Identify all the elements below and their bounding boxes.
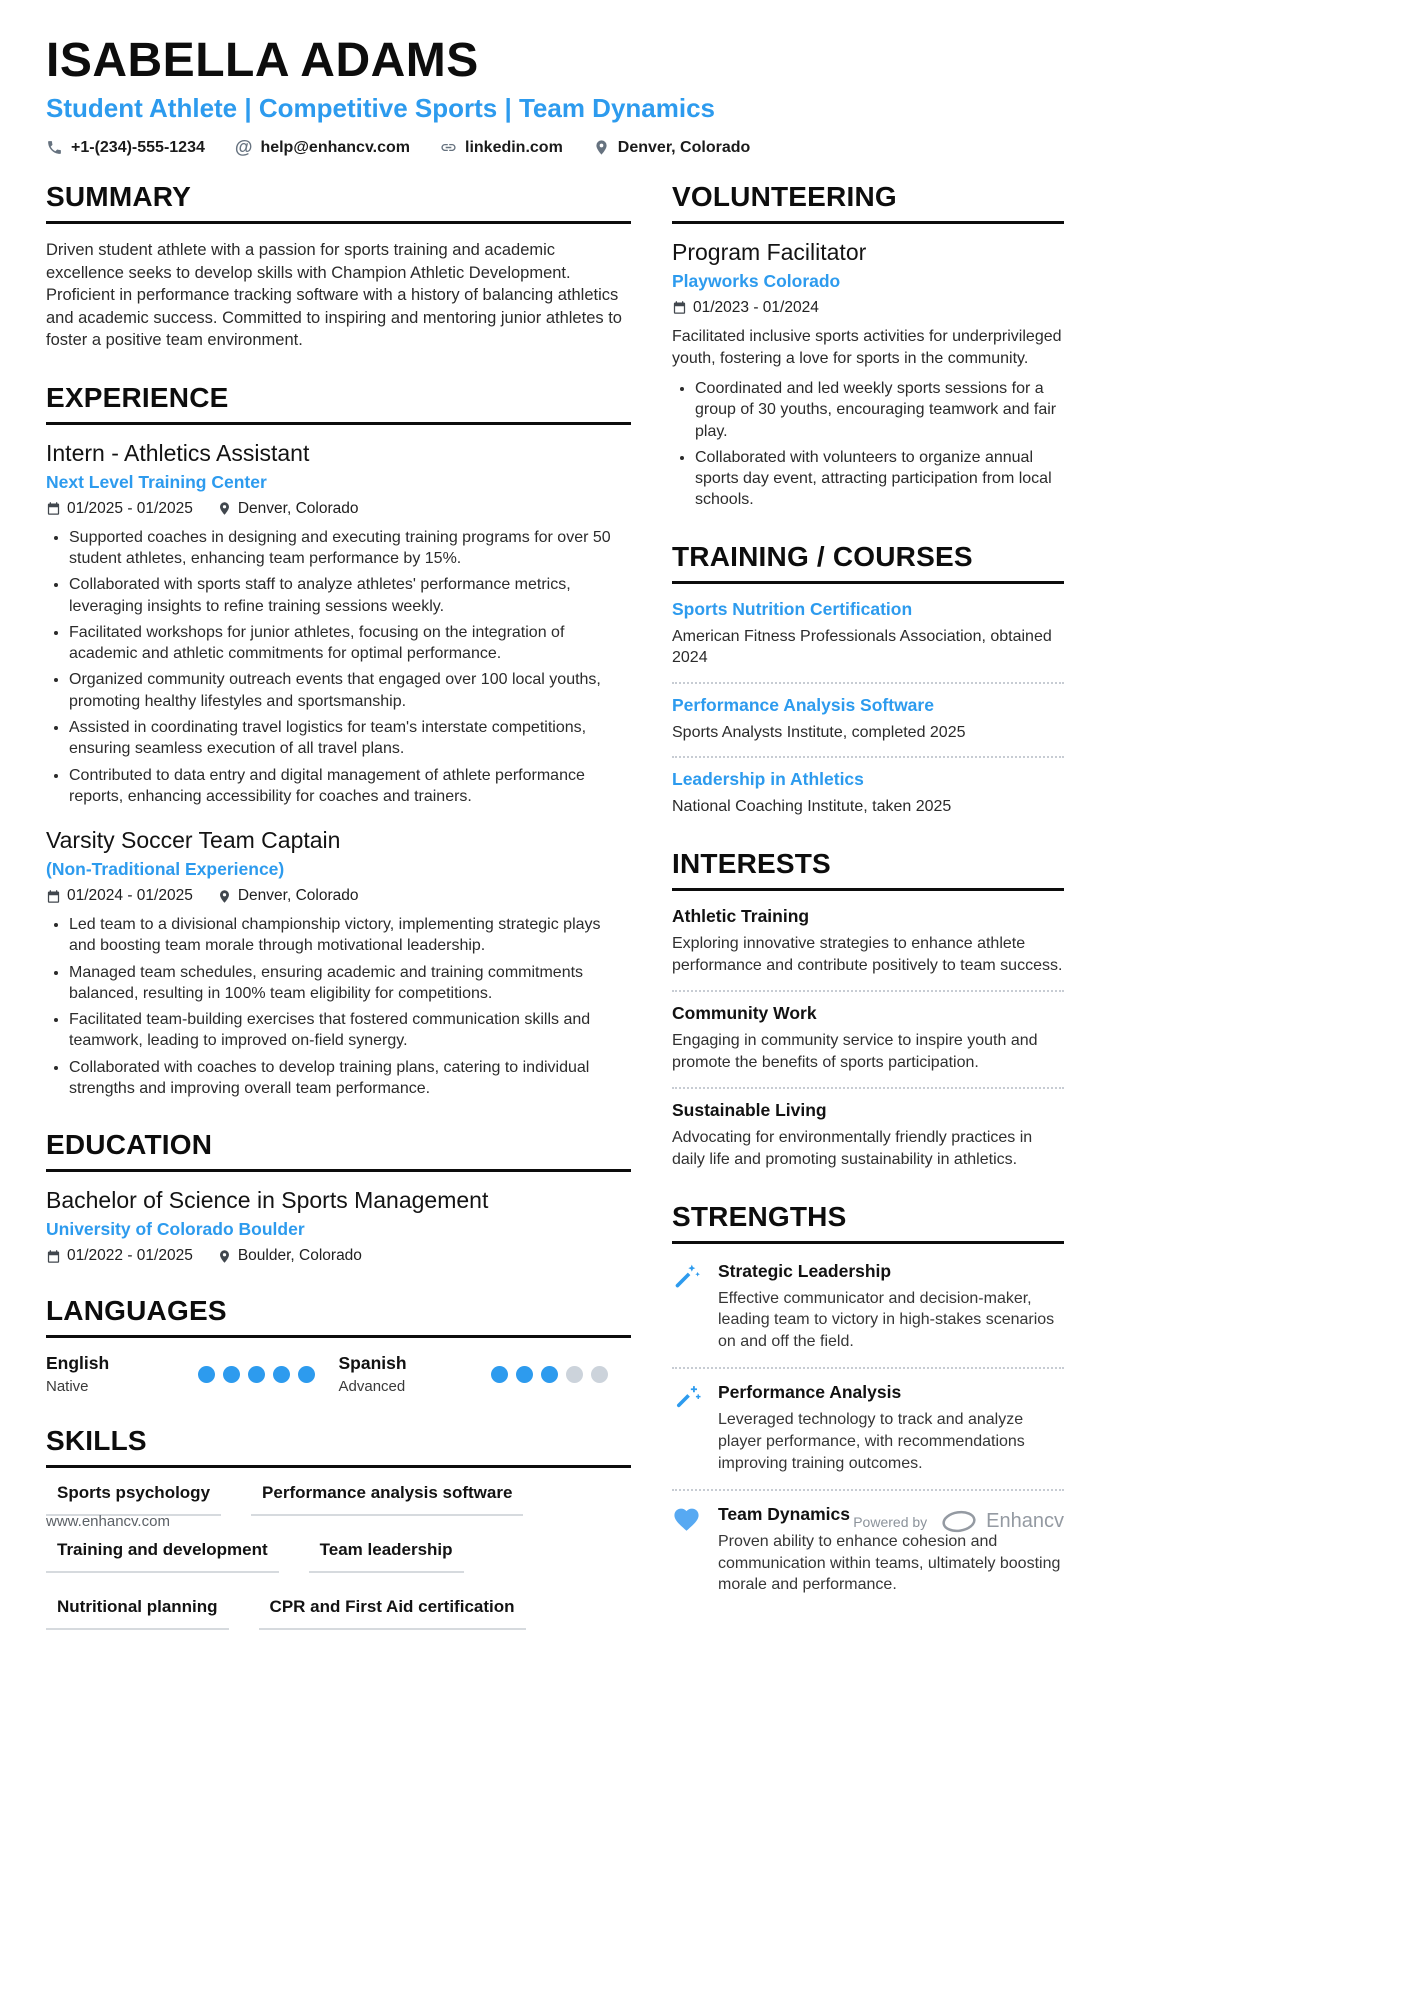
degree: Bachelor of Science in Sports Management <box>46 1187 489 1214</box>
strengths-title: STRENGTHS <box>672 1201 1064 1244</box>
section-training-courses <box>672 541 1064 818</box>
volunteer-org: Playworks Colorado <box>672 270 841 291</box>
job-meta <box>46 500 631 518</box>
language-name: Spanish <box>338 1353 407 1374</box>
course-name: Leadership in Athletics <box>672 769 864 790</box>
training-title: TRAINING / COURSES <box>672 541 1064 584</box>
volunteer-dates: 01/2023 - 01/2024 <box>672 299 819 317</box>
level-dot <box>273 1366 290 1383</box>
section-interests <box>672 848 1064 1171</box>
calendar-icon <box>46 501 61 516</box>
course-item <box>672 599 1064 684</box>
experience-bullet: • Collaborated with coaches to develop training plans, catering to individual strengths and improving overall team performance. <box>69 1057 631 1100</box>
resume-header <box>46 36 1064 157</box>
strength-name: Team Dynamics <box>718 1504 850 1525</box>
volunteer-bullet: • Coordinated and led weekly sports sessions for a group of 30 youths, encouraging teamwork and fair play. <box>695 378 1064 442</box>
course-item <box>672 758 1064 818</box>
education-meta <box>46 1247 631 1265</box>
calendar-icon <box>672 300 687 315</box>
interest-detail: Exploring innovative strategies to enhance athlete performance and contribute positively to team success. <box>672 935 1063 974</box>
volunteer-bullets <box>672 378 1064 511</box>
volunteer-role: Program Facilitator <box>672 238 867 265</box>
location-icon <box>217 501 232 516</box>
skills-list <box>46 1483 631 1630</box>
contact-email-text: help@enhancv.com <box>260 138 410 156</box>
level-dot <box>198 1366 215 1383</box>
volunteer-description: Facilitated inclusive sports activities for underprivileged youth, fostering a love for sports in the community. <box>672 327 1062 367</box>
experience-bullet: • Collaborated with sports staff to analyze athletes' performance metrics, leveraging insights to refine training sessions weekly. <box>69 574 631 617</box>
job-location: Denver, Colorado <box>217 887 359 905</box>
volunteering-entry <box>672 239 1064 511</box>
right-column <box>672 181 1064 1641</box>
experience-bullet: • Contributed to data entry and digital management of athlete performance reports, enhancing accessibility for coaches and trainers. <box>69 765 631 808</box>
job-dates: 01/2024 - 01/2025 <box>46 887 193 905</box>
languages-title: LANGUAGES <box>46 1295 631 1338</box>
sparkle-wand-icon <box>672 1383 701 1412</box>
level-dot <box>516 1366 533 1383</box>
language-level: Advanced <box>338 1378 406 1396</box>
section-volunteering <box>672 181 1064 511</box>
contact-linkedin[interactable] <box>440 139 563 157</box>
section-languages <box>46 1295 631 1395</box>
course-detail: American Fitness Professionals Association, obtained 2024 <box>672 627 1052 667</box>
interest-item <box>672 1089 1064 1170</box>
experience-title: EXPERIENCE <box>46 382 631 425</box>
education-location: Boulder, Colorado <box>217 1247 362 1265</box>
experience-entry <box>46 827 631 1099</box>
section-experience <box>46 382 631 1099</box>
experience-bullet: • Facilitated team-building exercises that fostered communication skills and teamwork, leading to improved on-field synergy. <box>69 1009 631 1052</box>
language-level-dots <box>198 1366 315 1383</box>
job-company: Next Level Training Center <box>46 471 267 492</box>
location-icon <box>217 889 232 904</box>
course-name: Performance Analysis Software <box>672 694 934 715</box>
enhancv-brand-name: Enhancv <box>986 1510 1064 1532</box>
level-dot <box>591 1366 608 1383</box>
experience-bullet: • Facilitated workshops for junior athletes, focusing on the integration of academic and athletic commitments for optimal performance. <box>69 622 631 665</box>
skill-tag: Performance analysis software <box>251 1483 523 1516</box>
interest-name: Community Work <box>672 1003 817 1024</box>
experience-bullet: • Managed team schedules, ensuring academic and training commitments balanced, resulting in 100% team eligibility for competitions. <box>69 962 631 1005</box>
contact-phone[interactable] <box>46 139 205 157</box>
link-icon <box>440 139 457 156</box>
skill-tag: Training and development <box>46 1540 279 1573</box>
contact-row <box>46 139 1064 157</box>
calendar-icon <box>46 889 61 904</box>
contact-linkedin-text: linkedin.com <box>465 138 563 156</box>
interest-name: Sustainable Living <box>672 1100 827 1121</box>
skill-tag: Sports psychology <box>46 1483 221 1516</box>
contact-email[interactable] <box>235 139 410 157</box>
powered-by-label: Powered by <box>853 1513 928 1530</box>
strength-item <box>672 1369 1064 1491</box>
interests-title: INTERESTS <box>672 848 1064 891</box>
candidate-tagline: Student Athlete | Competitive Sports | Team Dynamics <box>46 92 716 123</box>
interest-detail: Engaging in community service to inspire youth and promote the benefits of sports participation. <box>672 1032 1038 1071</box>
interest-item <box>672 906 1064 992</box>
summary-text: Driven student athlete with a passion for sports training and academic excellence seeks to develop skills with Champion Athletic Development. Proficient in performance tracking software with a history of balancing athletics and academic success. Committed to inspiring and mentoring junior athletes to foster a positive team environment. <box>46 240 622 350</box>
education-entry <box>46 1187 631 1265</box>
powered-by <box>853 1508 1064 1535</box>
experience-bullet: • Supported coaches in designing and executing training programs for over 50 student athletes, enhancing team performance by 15%. <box>69 527 631 570</box>
job-meta <box>46 887 631 905</box>
resume-page <box>46 36 1064 1660</box>
experience-bullet: • Organized community outreach events that engaged over 100 local youths, promoting healthy lifestyles and sportsmanship. <box>69 669 631 712</box>
skills-title: SKILLS <box>46 1425 631 1468</box>
job-bullets <box>46 914 631 1099</box>
volunteering-title: VOLUNTEERING <box>672 181 1064 224</box>
strength-name: Strategic Leadership <box>718 1260 892 1281</box>
level-dot <box>566 1366 583 1383</box>
volunteer-meta <box>672 299 1064 317</box>
languages-row <box>46 1353 631 1395</box>
resume-columns <box>46 181 1064 1660</box>
interest-name: Athletic Training <box>672 906 810 927</box>
contact-phone-text: +1-(234)-555-1234 <box>71 138 205 156</box>
candidate-name: ISABELLA ADAMS <box>46 34 479 87</box>
language-level-dots <box>491 1366 608 1383</box>
job-role: Varsity Soccer Team Captain <box>46 827 341 854</box>
location-icon <box>593 139 610 156</box>
strength-name: Performance Analysis <box>718 1382 902 1403</box>
education-dates: 01/2022 - 01/2025 <box>46 1247 193 1265</box>
volunteer-bullet: • Collaborated with volunteers to organize annual sports day event, attracting participation from local schools. <box>695 447 1064 511</box>
language-item-english <box>46 1353 339 1395</box>
language-item-spanish <box>339 1353 632 1395</box>
job-location: Denver, Colorado <box>217 500 359 518</box>
interest-detail: Advocating for environmentally friendly practices in daily life and promoting sustainability in athletics. <box>672 1129 1033 1169</box>
strength-detail: Proven ability to enhance cohesion and communication within teams, ultimately boosting morale and performance. <box>718 1533 1061 1594</box>
enhancv-site-link[interactable]: www.enhancv.com <box>46 1513 170 1530</box>
summary-title: SUMMARY <box>46 181 631 224</box>
school: University of Colorado Boulder <box>46 1219 305 1240</box>
phone-icon <box>46 139 63 156</box>
skill-tag: Team leadership <box>309 1540 464 1573</box>
job-dates: 01/2025 - 01/2025 <box>46 500 193 518</box>
page-footer <box>46 1508 1064 1535</box>
strength-detail: Effective communicator and decision-maker, leading team to victory in high-stakes scenarios on and off the field. <box>718 1289 1055 1350</box>
level-dot <box>541 1366 558 1383</box>
skill-tag: CPR and First Aid certification <box>259 1597 526 1630</box>
level-dot <box>298 1366 315 1383</box>
course-detail: National Coaching Institute, taken 2025 <box>672 798 952 816</box>
left-column <box>46 181 631 1660</box>
magic-wand-icon <box>672 1262 701 1291</box>
section-strengths <box>672 1201 1064 1611</box>
level-dot <box>491 1366 508 1383</box>
skill-tag: Nutritional planning <box>46 1597 229 1630</box>
contact-location <box>593 139 750 157</box>
level-dot <box>223 1366 240 1383</box>
strength-item <box>672 1259 1064 1370</box>
level-dot <box>248 1366 265 1383</box>
strength-detail: Leveraged technology to track and analyze player performance, with recommendations improving training outcomes. <box>718 1411 1025 1472</box>
language-name: English <box>46 1353 110 1374</box>
interest-item <box>672 992 1064 1089</box>
enhancv-brand[interactable] <box>939 1508 1064 1535</box>
section-summary <box>46 181 631 352</box>
job-company: (Non-Traditional Experience) <box>46 859 285 880</box>
course-item <box>672 684 1064 759</box>
language-level: Native <box>46 1378 89 1396</box>
experience-bullet: • Assisted in coordinating travel logistics for team's interstate competitions, ensuring seamless execution of all travel plans. <box>69 717 631 760</box>
education-title: EDUCATION <box>46 1129 631 1172</box>
job-bullets <box>46 527 631 807</box>
course-name: Sports Nutrition Certification <box>672 598 913 619</box>
location-icon <box>217 1249 232 1264</box>
experience-bullet: • Led team to a divisional championship victory, implementing strategic plays and boosting team morale through motivational leadership. <box>69 914 631 957</box>
calendar-icon <box>46 1249 61 1264</box>
email-icon: @ <box>234 137 253 158</box>
enhancv-logo-icon <box>939 1508 979 1535</box>
job-role: Intern - Athletics Assistant <box>46 439 310 466</box>
contact-location-text: Denver, Colorado <box>617 138 751 156</box>
experience-entry <box>46 440 631 807</box>
course-detail: Sports Analysts Institute, completed 2025 <box>672 723 966 741</box>
section-education <box>46 1129 631 1265</box>
